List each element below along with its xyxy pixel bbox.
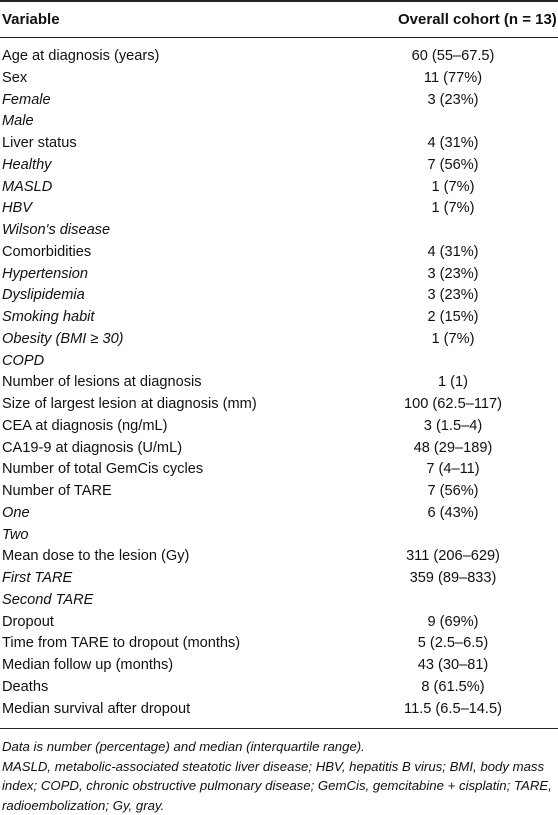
row-cohort-value: 3 (1.5–4) [423, 417, 483, 434]
row-cohort-value: 7 (56%) [427, 156, 479, 173]
row-variable-label: Size of largest lesion at diagnosis (mm) [2, 396, 257, 412]
row-variable-label: Comorbidities [2, 243, 92, 260]
table-header [0, 0, 558, 38]
table-row [0, 481, 558, 503]
row-variable-label: CEA at diagnosis (ng/mL) [2, 417, 168, 434]
row-variable-label: HBV [2, 200, 33, 217]
row-variable-label: Median survival after dropout [2, 700, 191, 717]
table-row [0, 503, 558, 525]
table-row [0, 416, 558, 438]
row-cohort-value: 1 (7%) [431, 178, 475, 195]
table-row [0, 655, 558, 677]
row-variable-label: Mean dose to the lesion (Gy) [2, 548, 190, 565]
row-variable-label: Smoking habit [2, 309, 95, 325]
row-cohort-value: 3 (23%) [427, 91, 479, 108]
row-cohort-value: 8 (61.5%) [421, 678, 485, 695]
row-variable-label: Liver status [2, 135, 77, 151]
table-row [0, 198, 558, 220]
row-variable-label: Two [2, 526, 29, 543]
table-row [0, 633, 558, 655]
row-cohort-value: 100 (62.5–117) [404, 396, 502, 412]
row-variable-label: Dropout [2, 613, 54, 630]
row-cohort-value: 4 (31%) [427, 243, 479, 260]
table-footnote [2, 737, 552, 815]
row-cohort-value: 9 (69%) [427, 613, 479, 630]
row-variable-label: Number of total GemCis cycles [2, 461, 204, 478]
row-variable-label: Male [2, 113, 34, 130]
table-row [0, 177, 558, 199]
table-row [0, 46, 558, 68]
table-row [0, 90, 558, 112]
table-row [0, 307, 558, 329]
row-cohort-value: 6 (43%) [427, 504, 479, 521]
row-variable-label: Deaths [2, 678, 49, 695]
row-cohort-value: 11.5 (6.5–14.5) [404, 700, 502, 717]
row-variable-label: Median follow up (months) [2, 657, 174, 673]
table-row [0, 155, 558, 177]
table-row [0, 546, 558, 568]
footnote-line-2: MASLD, metabolic-associated steatotic liver disease; HBV, hepatitis B virus; BMI, body mass index; COPD, chronic obstructive pulmonary disease; GemCis, gemcitabine + cisplatin; TARE, radioembolization; Gy, gray. [2, 758, 552, 813]
table-row [0, 329, 558, 351]
header-variable: Variable [2, 11, 60, 28]
row-variable-label: Number of lesions at diagnosis [2, 374, 202, 391]
row-variable-label: Wilson's disease [2, 222, 111, 238]
row-cohort-value: 7 (56%) [427, 483, 479, 499]
row-cohort-value: 5 (2.5–6.5) [417, 635, 489, 652]
row-cohort-value: 48 (29–189) [413, 439, 493, 456]
table-row [0, 612, 558, 634]
table-row [0, 264, 558, 286]
table-row [0, 285, 558, 307]
row-variable-label: Second TARE [2, 591, 94, 608]
table-row [0, 459, 558, 481]
row-variable-label: Number of TARE [2, 483, 112, 499]
row-cohort-value: 11 (77%) [423, 69, 483, 86]
row-cohort-value: 7 (4–11) [426, 461, 480, 478]
table-row [0, 242, 558, 264]
table-row [0, 372, 558, 394]
row-variable-label: Sex [2, 69, 28, 86]
footnote-line-1: Data is number (percentage) and median (interquartile range). [2, 739, 365, 754]
row-cohort-value: 43 (30–81) [417, 657, 489, 673]
row-cohort-value: 1 (7%) [431, 330, 475, 347]
row-cohort-value: 3 (23%) [427, 287, 479, 304]
row-cohort-value: 2 (15%) [427, 309, 479, 325]
row-variable-label: Dyslipidemia [2, 287, 85, 304]
row-variable-label: CA19-9 at diagnosis (U/mL) [2, 439, 183, 456]
table-body [0, 38, 558, 720]
row-variable-label: First TARE [2, 570, 73, 586]
row-variable-label: Hypertension [2, 265, 88, 282]
table-row [0, 677, 558, 699]
row-variable-label: COPD [2, 352, 45, 369]
table-row [0, 351, 558, 373]
row-cohort-value: 60 (55–67.5) [411, 48, 495, 64]
table-row [0, 394, 558, 416]
row-variable-label: MASLD [2, 178, 53, 195]
row-variable-label: Time from TARE to dropout (months) [2, 635, 241, 652]
header-overall-cohort: Overall cohort (n = 13) [398, 11, 557, 28]
table-row [0, 438, 558, 460]
table-row [0, 525, 558, 547]
table-row [0, 220, 558, 242]
row-cohort-value: 1 (7%) [431, 200, 475, 217]
table-row [0, 699, 558, 721]
table-row [0, 590, 558, 612]
row-variable-label: Female [2, 91, 51, 108]
table-row [0, 133, 558, 155]
table-row [0, 68, 558, 90]
row-cohort-value: 359 (89–833) [409, 570, 497, 586]
table-bottom-rule [0, 728, 558, 729]
table-row [0, 111, 558, 133]
row-variable-label: Healthy [2, 156, 52, 173]
row-cohort-value: 3 (23%) [427, 265, 479, 282]
row-cohort-value: 4 (31%) [427, 135, 479, 151]
row-cohort-value: 1 (1) [437, 374, 468, 391]
row-variable-label: One [2, 504, 30, 521]
table-row [0, 568, 558, 590]
row-cohort-value: 311 (206–629) [406, 548, 500, 565]
row-variable-label: Obesity (BMI ≥ 30) [2, 330, 124, 347]
row-variable-label: Age at diagnosis (years) [2, 48, 160, 64]
